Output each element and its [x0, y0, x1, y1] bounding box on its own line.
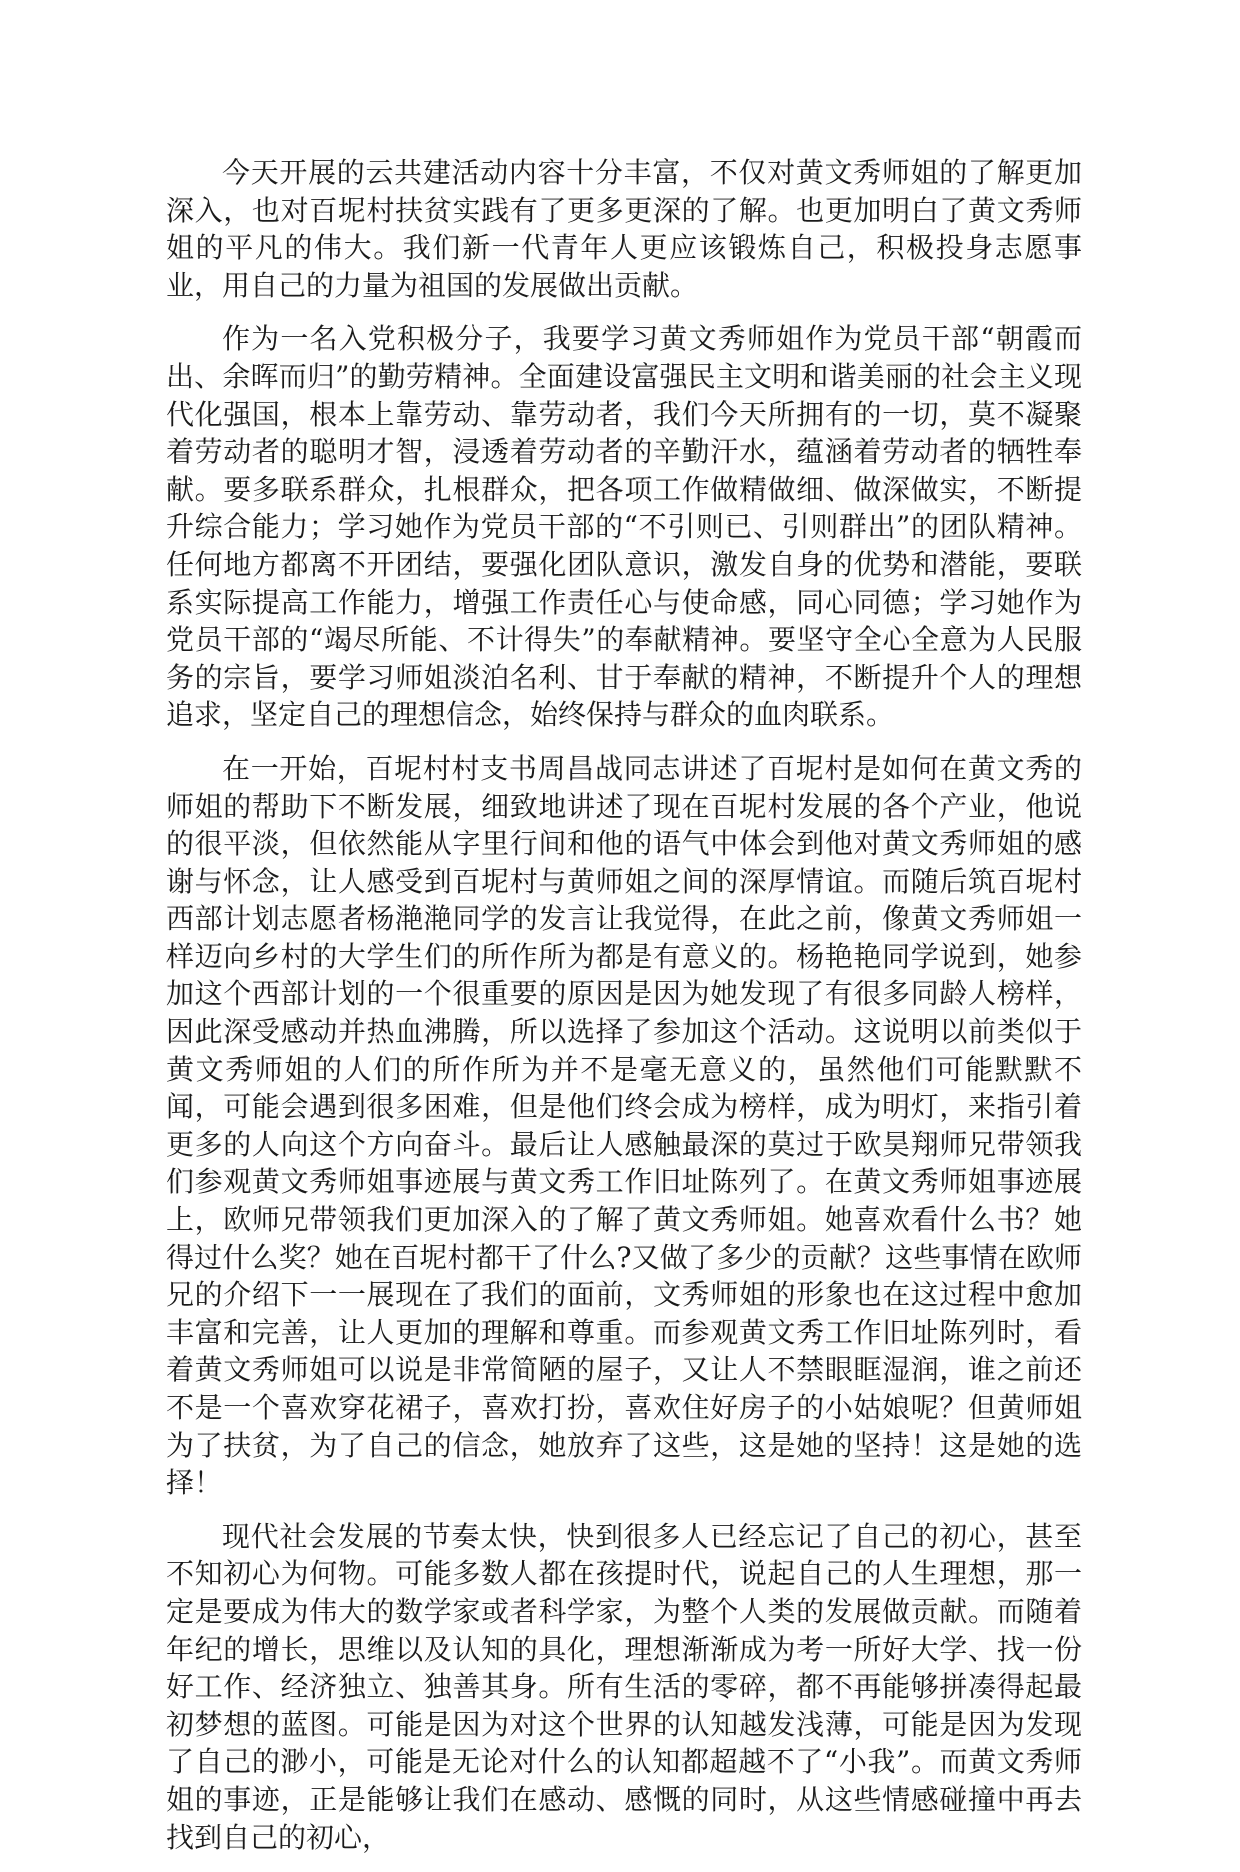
document-body [166, 154, 1082, 1872]
paragraph-3: 在一开始，百坭村村支书周昌战同志讲述了百坭村是如何在黄文秀的师姐的帮助下不断发展，细致地讲述了现在百坭村发展的各个产业，他说的很平淡，但依然能从字里行间和他的语气中体会到他对黄文秀师姐的感谢与怀念，让人感受到百坭村与黄师姐之间的深厚情谊。而随后筑百坭村西部计划志愿者杨滟滟同学的发言让我觉得，在此之前，像黄文秀师姐一样迈向乡村的大学生们的所作所为都是有意义的。杨艳艳同学说到，她参加这个西部计划的一个很重要的原因是因为她发现了有很多同龄人榜样，因此深受感动并热血沸腾，所以选择了参加这个活动。这说明以前类似于黄文秀师姐的人们的所作所为并不是毫无意义的，虽然他们可能默默不闻，可能会遇到很多困难，但是他们终会成为榜样，成为明灯，来指引着更多的人向这个方向奋斗。最后让人感触最深的莫过于欧昊翔师兄带领我们参观黄文秀师姐事迹展与黄文秀工作旧址陈列了。在黄文秀师姐事迹展上，欧师兄带领我们更加深入的了解了黄文秀师姐。她喜欢看什么书？她得过什么奖？她在百坭村都干了什么?又做了多少的贡献？这些事情在欧师兄的介绍下一一展现在了我们的面前，文秀师姐的形象也在这过程中愈加丰富和完善，让人更加的理解和尊重。而参观黄文秀工作旧址陈列时，看着黄文秀师姐可以说是非常简陋的屋子，又让人不禁眼眶湿润，谁之前还不是一个喜欢穿花裙子，喜欢打扮，喜欢住好房子的小姑娘呢？但黄师姐为了扶贫，为了自己的信念，她放弃了这些，这是她的坚持！这是她的选择！ [166, 751, 1082, 1500]
paragraph-2: 作为一名入党积极分子，我要学习黄文秀师姐作为党员干部“朝霞而出、余晖而归”的勤劳精神。全面建设富强民主文明和谐美丽的社会主义现代化强国，根本上靠劳动、靠劳动者，我们今天所拥有的一切，莫不凝聚着劳动者的聪明才智，浸透着劳动者的辛勤汗水，蕴涵着劳动者的牺牲奉献。要多联系群众，扎根群众，把各项工作做精做细、做深做实，不断提升综合能力；学习她作为党员干部的“不引则已、引则群出”的团队精神。任何地方都离不开团结，要强化团队意识，激发自身的优势和潜能，要联系实际提高工作能力，增强工作责任心与使命感，同心同德；学习她作为党员干部的“竭尽所能、不计得失”的奉献精神。要坚守全心全意为人民服务的宗旨，要学习师姐淡泊名利、甘于奉献的精神，不断提升个人的理想追求，坚定自己的理想信念，始终保持与群众的血肉联系。 [166, 322, 1082, 732]
paragraph-4: 现代社会发展的节奏太快，快到很多人已经忘记了自己的初心，甚至不知初心为何物。可能多数人都在孩提时代，说起自己的人生理想，那一定是要成为伟大的数学家或者科学家，为整个人类的发展做贡献。而随着年纪的增长，思维以及认知的具化，理想渐渐成为考一所好大学、找一份好工作、经济独立、独善其身。所有生活的零碎，都不再能够拼凑得起最初梦想的蓝图。可能是因为对这个世界的认知越发浅薄，可能是因为发现了自己的渺小，可能是无论对什么的认知都超越不了“小我”。而黄文秀师姐的事迹，正是能够让我们在感动、感慨的同时，从这些情感碰撞中再去找到自己的初心， [166, 1519, 1082, 1854]
paragraph-1: 今天开展的云共建活动内容十分丰富，不仅对黄文秀师姐的了解更加深入，也对百坭村扶贫实践有了更多更深的了解。也更加明白了黄文秀师姐的平凡的伟大。我们新一代青年人更应该锻炼自己，积极投身志愿事业，用自己的力量为祖国的发展做出贡献。 [166, 156, 1082, 302]
